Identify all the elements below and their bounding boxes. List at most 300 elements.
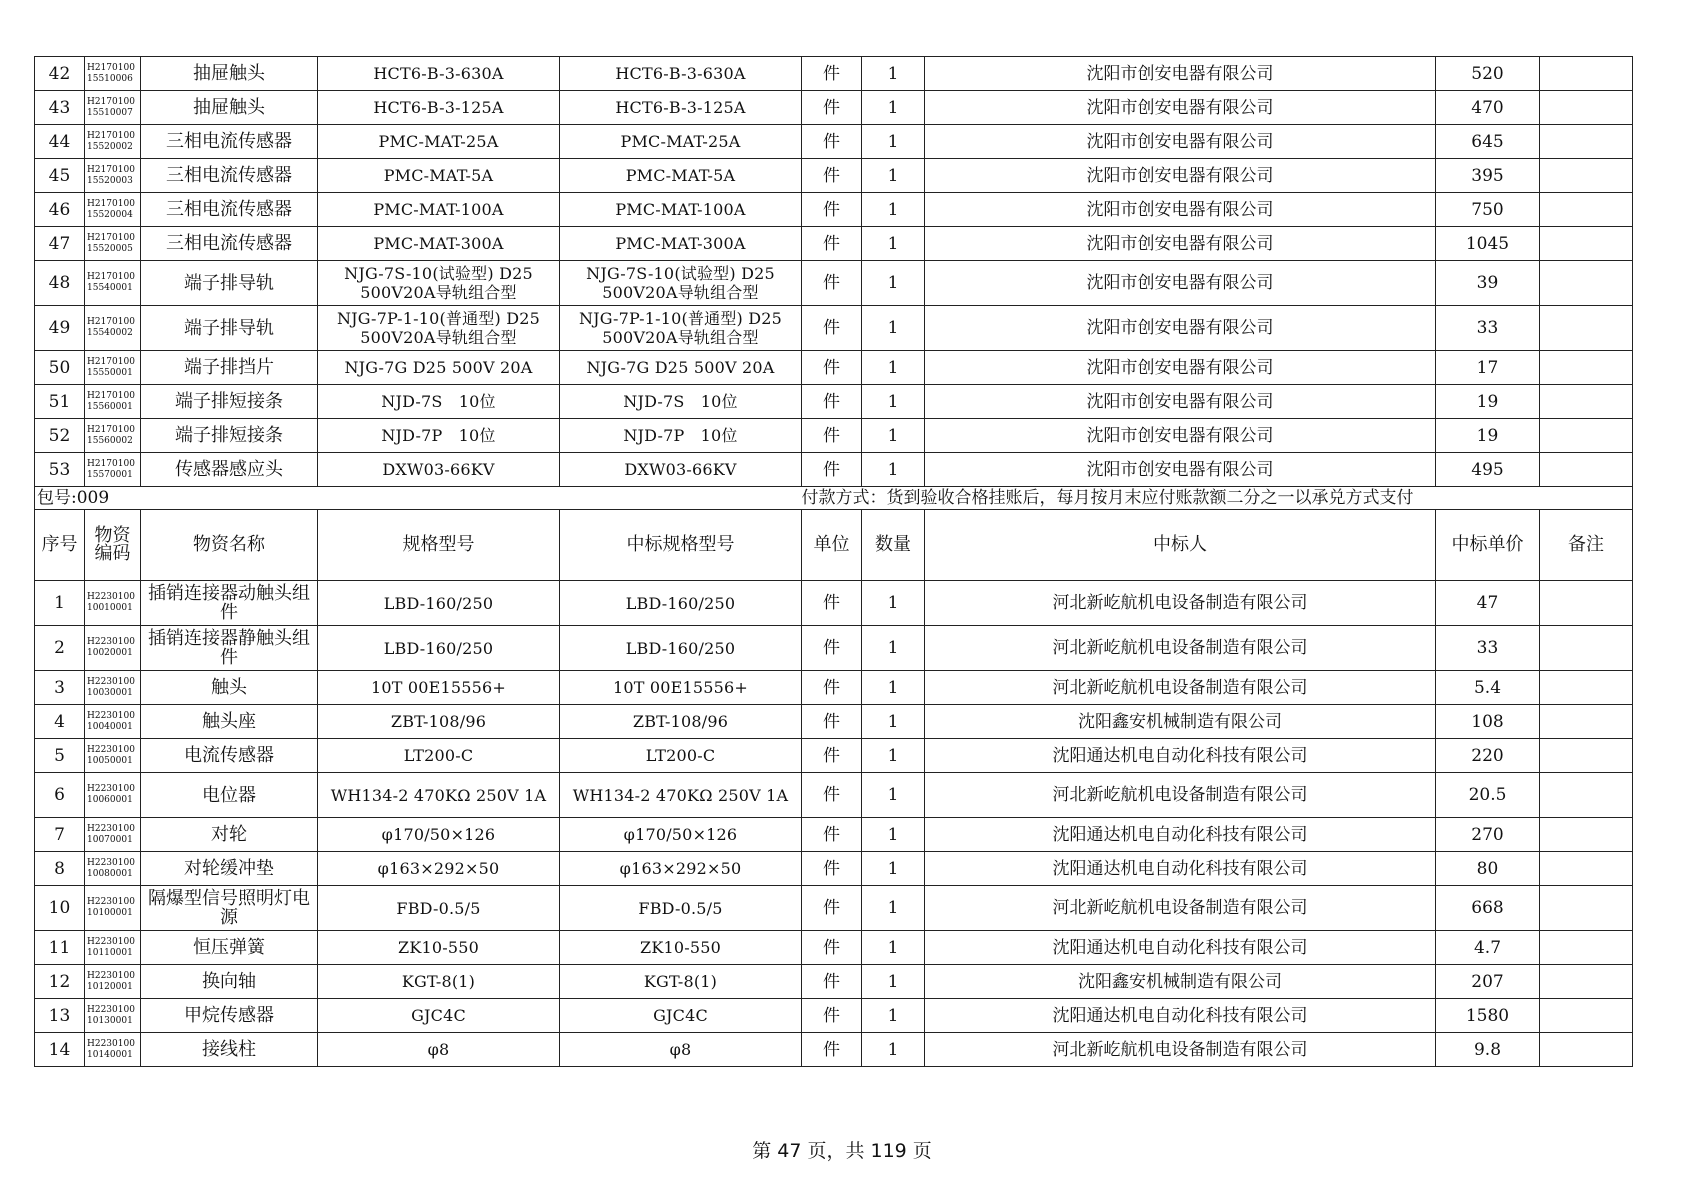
note bbox=[1540, 351, 1633, 385]
unit: 件 bbox=[802, 1033, 862, 1067]
unit-price: 80 bbox=[1436, 852, 1540, 886]
supplier: 沈阳市创安电器有限公司 bbox=[925, 159, 1436, 193]
row-number: 2 bbox=[35, 626, 85, 671]
bid-spec-model: φ8 bbox=[560, 1033, 802, 1067]
supplier: 沈阳市创安电器有限公司 bbox=[925, 261, 1436, 306]
bid-spec-model: DXW03-66KV bbox=[560, 453, 802, 487]
unit-price: 1580 bbox=[1436, 999, 1540, 1033]
unit-price: 750 bbox=[1436, 193, 1540, 227]
spec-model: NJG-7G D25 500V 20A bbox=[318, 351, 560, 385]
material-name: 三相电流传感器 bbox=[141, 159, 318, 193]
material-code-part: H2230100 bbox=[87, 637, 135, 647]
supplier: 沈阳鑫安机械制造有限公司 bbox=[925, 705, 1436, 739]
spec-model: HCT6-B-3-125A bbox=[318, 91, 560, 125]
unit: 件 bbox=[802, 581, 862, 626]
material-name: 端子排导轨 bbox=[141, 306, 318, 351]
material-code bbox=[85, 227, 141, 261]
material-code-part: 15520003 bbox=[87, 175, 133, 186]
row-number: 52 bbox=[35, 419, 85, 453]
material-name: 端子排挡片 bbox=[141, 351, 318, 385]
material-code-part: 10140001 bbox=[87, 1049, 133, 1060]
bid-spec-model: PMC-MAT-300A bbox=[560, 227, 802, 261]
bid-spec-model: NJG-7G D25 500V 20A bbox=[560, 351, 802, 385]
note bbox=[1540, 886, 1633, 931]
bid-spec-model: LBD-160/250 bbox=[560, 626, 802, 671]
spec-model: LBD-160/250 bbox=[318, 581, 560, 626]
unit-price: 395 bbox=[1436, 159, 1540, 193]
row-number: 45 bbox=[35, 159, 85, 193]
material-code bbox=[85, 581, 141, 626]
material-name: 电位器 bbox=[141, 773, 318, 818]
unit: 件 bbox=[802, 385, 862, 419]
row-number: 7 bbox=[35, 818, 85, 852]
bid-spec-model: NJG-7S-10(试验型) D25 500V20A导轨组合型 bbox=[560, 261, 802, 306]
unit-price: 39 bbox=[1436, 261, 1540, 306]
unit-price: 1045 bbox=[1436, 227, 1540, 261]
material-code-part: 15540001 bbox=[87, 283, 133, 293]
material-code-part: H2170100 bbox=[87, 317, 135, 327]
material-code-part: 10040001 bbox=[87, 721, 133, 732]
quantity: 1 bbox=[862, 999, 925, 1033]
material-code-part: H2230100 bbox=[87, 784, 135, 794]
row-number: 48 bbox=[35, 261, 85, 306]
quantity: 1 bbox=[862, 1033, 925, 1067]
table-row bbox=[35, 886, 1633, 931]
material-code bbox=[85, 193, 141, 227]
bid-spec-model: φ163×292×50 bbox=[560, 852, 802, 886]
table-row bbox=[35, 193, 1633, 227]
unit: 件 bbox=[802, 626, 862, 671]
material-code bbox=[85, 965, 141, 999]
material-code bbox=[85, 931, 141, 965]
material-code-part: 10100001 bbox=[87, 908, 133, 918]
unit: 件 bbox=[802, 57, 862, 91]
spec-model: NJG-7P-1-10(普通型) D25 500V20A导轨组合型 bbox=[318, 306, 560, 351]
bid-spec-model: ZBT-108/96 bbox=[560, 705, 802, 739]
row-number: 46 bbox=[35, 193, 85, 227]
material-code bbox=[85, 385, 141, 419]
spec-model: WH134-2 470KΩ 250V 1A bbox=[318, 773, 560, 818]
material-code-part: H2170100 bbox=[87, 232, 135, 243]
bid-spec-model: LT200-C bbox=[560, 739, 802, 773]
table-row bbox=[35, 125, 1633, 159]
bottom-section bbox=[35, 581, 1633, 1067]
spec-model: 10T 00E15556+ bbox=[318, 671, 560, 705]
row-number: 50 bbox=[35, 351, 85, 385]
quantity: 1 bbox=[862, 261, 925, 306]
unit-price: 17 bbox=[1436, 351, 1540, 385]
note bbox=[1540, 626, 1633, 671]
material-name: 三相电流传感器 bbox=[141, 125, 318, 159]
quantity: 1 bbox=[862, 671, 925, 705]
material-code-part: H2170100 bbox=[87, 96, 135, 107]
material-code-part: 15540002 bbox=[87, 328, 133, 338]
row-number: 8 bbox=[35, 852, 85, 886]
spec-model: φ163×292×50 bbox=[318, 852, 560, 886]
quantity: 1 bbox=[862, 351, 925, 385]
unit: 件 bbox=[802, 419, 862, 453]
supplier: 沈阳通达机电自动化科技有限公司 bbox=[925, 999, 1436, 1033]
bid-spec-model: WH134-2 470KΩ 250V 1A bbox=[560, 773, 802, 818]
material-code-part: H2170100 bbox=[87, 130, 135, 141]
quantity: 1 bbox=[862, 385, 925, 419]
quantity: 1 bbox=[862, 193, 925, 227]
unit-price: 33 bbox=[1436, 306, 1540, 351]
material-code-part: 10050001 bbox=[87, 755, 133, 766]
material-code-part: H2170100 bbox=[87, 458, 135, 469]
spec-model: φ170/50×126 bbox=[318, 818, 560, 852]
note bbox=[1540, 1033, 1633, 1067]
supplier: 河北新屹航机电设备制造有限公司 bbox=[925, 773, 1436, 818]
unit: 件 bbox=[802, 453, 862, 487]
note bbox=[1540, 91, 1633, 125]
table-row bbox=[35, 965, 1633, 999]
material-code-part: H2230100 bbox=[87, 592, 135, 602]
note bbox=[1540, 705, 1633, 739]
quantity: 1 bbox=[862, 626, 925, 671]
material-code bbox=[85, 91, 141, 125]
unit-price: 495 bbox=[1436, 453, 1540, 487]
row-number: 14 bbox=[35, 1033, 85, 1067]
unit-price: 668 bbox=[1436, 886, 1540, 931]
unit: 件 bbox=[802, 818, 862, 852]
table-row bbox=[35, 705, 1633, 739]
quantity: 1 bbox=[862, 581, 925, 626]
row-number: 10 bbox=[35, 886, 85, 931]
material-name: 触头座 bbox=[141, 705, 318, 739]
material-code bbox=[85, 671, 141, 705]
table-row bbox=[35, 1033, 1633, 1067]
material-name: 甲烷传感器 bbox=[141, 999, 318, 1033]
material-name: 端子排短接条 bbox=[141, 419, 318, 453]
note bbox=[1540, 385, 1633, 419]
material-code-part: 15550001 bbox=[87, 367, 133, 378]
unit-price: 108 bbox=[1436, 705, 1540, 739]
material-name: 插销连接器动触头组件 bbox=[141, 581, 318, 626]
table-row bbox=[35, 227, 1633, 261]
row-number: 49 bbox=[35, 306, 85, 351]
spec-model: DXW03-66KV bbox=[318, 453, 560, 487]
unit: 件 bbox=[802, 705, 862, 739]
material-code-part: H2170100 bbox=[87, 62, 135, 73]
spec-model: KGT-8(1) bbox=[318, 965, 560, 999]
note bbox=[1540, 931, 1633, 965]
table-row bbox=[35, 57, 1633, 91]
material-code-part: H2170100 bbox=[87, 356, 135, 367]
table-row bbox=[35, 419, 1633, 453]
material-code bbox=[85, 261, 141, 306]
bid-spec-model: NJD-7S 10位 bbox=[560, 385, 802, 419]
quantity: 1 bbox=[862, 159, 925, 193]
material-code-part: 15510007 bbox=[87, 107, 133, 118]
material-code bbox=[85, 419, 141, 453]
supplier: 沈阳市创安电器有限公司 bbox=[925, 125, 1436, 159]
supplier: 河北新屹航机电设备制造有限公司 bbox=[925, 671, 1436, 705]
supplier: 沈阳市创安电器有限公司 bbox=[925, 453, 1436, 487]
quantity: 1 bbox=[862, 91, 925, 125]
quantity: 1 bbox=[862, 886, 925, 931]
col-header-supplier: 中标人 bbox=[925, 510, 1436, 581]
material-code-part: 10110001 bbox=[87, 947, 133, 958]
material-code bbox=[85, 57, 141, 91]
col-header-no: 序号 bbox=[35, 510, 85, 581]
material-code bbox=[85, 999, 141, 1033]
unit: 件 bbox=[802, 261, 862, 306]
unit: 件 bbox=[802, 671, 862, 705]
bid-spec-model: LBD-160/250 bbox=[560, 581, 802, 626]
bid-spec-model: PMC-MAT-25A bbox=[560, 125, 802, 159]
row-number: 4 bbox=[35, 705, 85, 739]
row-number: 12 bbox=[35, 965, 85, 999]
supplier: 河北新屹航机电设备制造有限公司 bbox=[925, 1033, 1436, 1067]
spec-model: NJD-7P 10位 bbox=[318, 419, 560, 453]
bid-spec-model: NJD-7P 10位 bbox=[560, 419, 802, 453]
note bbox=[1540, 306, 1633, 351]
note bbox=[1540, 261, 1633, 306]
bid-spec-model: PMC-MAT-5A bbox=[560, 159, 802, 193]
material-code bbox=[85, 886, 141, 931]
note bbox=[1540, 57, 1633, 91]
material-code-part: H2230100 bbox=[87, 970, 135, 981]
material-name: 插销连接器静触头组件 bbox=[141, 626, 318, 671]
unit-price: 520 bbox=[1436, 57, 1540, 91]
material-code-part: 15560002 bbox=[87, 435, 133, 446]
material-code bbox=[85, 306, 141, 351]
quantity: 1 bbox=[862, 705, 925, 739]
material-name: 对轮 bbox=[141, 818, 318, 852]
bid-spec-model: ZK10-550 bbox=[560, 931, 802, 965]
material-code-part: 10030001 bbox=[87, 687, 133, 698]
package-info-row bbox=[35, 487, 1633, 510]
spec-model: ZBT-108/96 bbox=[318, 705, 560, 739]
quantity: 1 bbox=[862, 965, 925, 999]
col-header-qty: 数量 bbox=[862, 510, 925, 581]
supplier: 沈阳市创安电器有限公司 bbox=[925, 91, 1436, 125]
material-code-part: 10010001 bbox=[87, 603, 133, 613]
material-code bbox=[85, 1033, 141, 1067]
unit: 件 bbox=[802, 125, 862, 159]
row-number: 53 bbox=[35, 453, 85, 487]
material-code bbox=[85, 351, 141, 385]
quantity: 1 bbox=[862, 419, 925, 453]
spec-model: LT200-C bbox=[318, 739, 560, 773]
note bbox=[1540, 227, 1633, 261]
unit: 件 bbox=[802, 999, 862, 1033]
bid-spec-model: HCT6-B-3-630A bbox=[560, 57, 802, 91]
spec-model: NJD-7S 10位 bbox=[318, 385, 560, 419]
top-section bbox=[35, 57, 1633, 487]
procurement-table bbox=[34, 56, 1633, 1067]
spec-model: GJC4C bbox=[318, 999, 560, 1033]
unit-price: 47 bbox=[1436, 581, 1540, 626]
spec-model: LBD-160/250 bbox=[318, 626, 560, 671]
unit: 件 bbox=[802, 193, 862, 227]
spec-model: φ8 bbox=[318, 1033, 560, 1067]
quantity: 1 bbox=[862, 931, 925, 965]
bid-spec-model: PMC-MAT-100A bbox=[560, 193, 802, 227]
col-header-code: 物资编码 bbox=[85, 510, 141, 581]
row-number: 3 bbox=[35, 671, 85, 705]
bid-spec-model: 10T 00E15556+ bbox=[560, 671, 802, 705]
material-code-part: 10120001 bbox=[87, 981, 133, 992]
supplier: 沈阳市创安电器有限公司 bbox=[925, 193, 1436, 227]
bid-spec-model: KGT-8(1) bbox=[560, 965, 802, 999]
material-code-part: H2170100 bbox=[87, 390, 135, 401]
material-name: 恒压弹簧 bbox=[141, 931, 318, 965]
material-code bbox=[85, 626, 141, 671]
supplier: 沈阳通达机电自动化科技有限公司 bbox=[925, 852, 1436, 886]
quantity: 1 bbox=[862, 852, 925, 886]
material-code-part: 10060001 bbox=[87, 795, 133, 805]
table-row bbox=[35, 581, 1633, 626]
payment-terms: 付款方式：货到验收合格挂账后，每月按月末应付账款额二分之一以承兑方式支付 bbox=[802, 487, 1633, 510]
material-code bbox=[85, 125, 141, 159]
col-header-bid-spec: 中标规格型号 bbox=[560, 510, 802, 581]
material-code-part: 15520005 bbox=[87, 243, 133, 254]
unit: 件 bbox=[802, 965, 862, 999]
col-header-price: 中标单价 bbox=[1436, 510, 1540, 581]
note bbox=[1540, 999, 1633, 1033]
note bbox=[1540, 159, 1633, 193]
note bbox=[1540, 773, 1633, 818]
note bbox=[1540, 739, 1633, 773]
quantity: 1 bbox=[862, 453, 925, 487]
bid-spec-model: φ170/50×126 bbox=[560, 818, 802, 852]
material-name: 接线柱 bbox=[141, 1033, 318, 1067]
supplier: 沈阳市创安电器有限公司 bbox=[925, 227, 1436, 261]
material-code-part: H2230100 bbox=[87, 897, 135, 907]
material-code bbox=[85, 739, 141, 773]
unit-price: 645 bbox=[1436, 125, 1540, 159]
material-name: 对轮缓冲垫 bbox=[141, 852, 318, 886]
col-header-name: 物资名称 bbox=[141, 510, 318, 581]
material-code bbox=[85, 818, 141, 852]
material-code-part: H2170100 bbox=[87, 164, 135, 175]
material-name: 三相电流传感器 bbox=[141, 227, 318, 261]
material-code-part: 15510006 bbox=[87, 73, 133, 84]
material-code-part: 15560001 bbox=[87, 401, 133, 412]
unit: 件 bbox=[802, 931, 862, 965]
unit: 件 bbox=[802, 886, 862, 931]
unit-price: 470 bbox=[1436, 91, 1540, 125]
row-number: 51 bbox=[35, 385, 85, 419]
supplier: 河北新屹航机电设备制造有限公司 bbox=[925, 886, 1436, 931]
material-code bbox=[85, 773, 141, 818]
material-name: 端子排短接条 bbox=[141, 385, 318, 419]
table-row bbox=[35, 261, 1633, 306]
unit: 件 bbox=[802, 159, 862, 193]
bid-spec-model: HCT6-B-3-125A bbox=[560, 91, 802, 125]
row-number: 6 bbox=[35, 773, 85, 818]
unit-price: 9.8 bbox=[1436, 1033, 1540, 1067]
unit-price: 207 bbox=[1436, 965, 1540, 999]
material-name: 抽屉触头 bbox=[141, 91, 318, 125]
note bbox=[1540, 453, 1633, 487]
table-row bbox=[35, 626, 1633, 671]
material-code bbox=[85, 852, 141, 886]
unit-price: 270 bbox=[1436, 818, 1540, 852]
quantity: 1 bbox=[862, 227, 925, 261]
table-row bbox=[35, 852, 1633, 886]
package-number: 包号:009 bbox=[35, 487, 141, 510]
unit: 件 bbox=[802, 351, 862, 385]
material-code-part: 10070001 bbox=[87, 834, 133, 845]
spec-model: NJG-7S-10(试验型) D25 500V20A导轨组合型 bbox=[318, 261, 560, 306]
quantity: 1 bbox=[862, 818, 925, 852]
unit-price: 20.5 bbox=[1436, 773, 1540, 818]
supplier: 沈阳通达机电自动化科技有限公司 bbox=[925, 931, 1436, 965]
table-row bbox=[35, 385, 1633, 419]
bid-spec-model: FBD-0.5/5 bbox=[560, 886, 802, 931]
table-row bbox=[35, 453, 1633, 487]
row-number: 5 bbox=[35, 739, 85, 773]
material-code-part: 10130001 bbox=[87, 1015, 133, 1026]
supplier: 沈阳市创安电器有限公司 bbox=[925, 306, 1436, 351]
spec-model: PMC-MAT-300A bbox=[318, 227, 560, 261]
quantity: 1 bbox=[862, 57, 925, 91]
package-section bbox=[35, 487, 1633, 581]
material-code-part: H2230100 bbox=[87, 823, 135, 834]
supplier: 沈阳市创安电器有限公司 bbox=[925, 385, 1436, 419]
unit: 件 bbox=[802, 306, 862, 351]
spec-model: PMC-MAT-100A bbox=[318, 193, 560, 227]
material-code-part: 15570001 bbox=[87, 469, 133, 480]
supplier: 沈阳鑫安机械制造有限公司 bbox=[925, 965, 1436, 999]
page-footer: 第 47 页，共 119 页 bbox=[752, 1140, 932, 1162]
material-name: 隔爆型信号照明灯电源 bbox=[141, 886, 318, 931]
bid-spec-model: GJC4C bbox=[560, 999, 802, 1033]
table-row bbox=[35, 306, 1633, 351]
material-code-part: 15520004 bbox=[87, 209, 133, 220]
unit: 件 bbox=[802, 227, 862, 261]
supplier: 河北新屹航机电设备制造有限公司 bbox=[925, 581, 1436, 626]
row-number: 44 bbox=[35, 125, 85, 159]
material-code-part: H2170100 bbox=[87, 424, 135, 435]
unit-price: 5.4 bbox=[1436, 671, 1540, 705]
material-code-part: H2230100 bbox=[87, 857, 135, 868]
material-code bbox=[85, 705, 141, 739]
material-code-part: 10020001 bbox=[87, 648, 133, 658]
col-header-note: 备注 bbox=[1540, 510, 1633, 581]
unit-price: 19 bbox=[1436, 385, 1540, 419]
note bbox=[1540, 965, 1633, 999]
material-name: 换向轴 bbox=[141, 965, 318, 999]
spec-model: HCT6-B-3-630A bbox=[318, 57, 560, 91]
material-name: 传感器感应头 bbox=[141, 453, 318, 487]
table-row bbox=[35, 931, 1633, 965]
supplier: 沈阳通达机电自动化科技有限公司 bbox=[925, 818, 1436, 852]
col-header-spec: 规格型号 bbox=[318, 510, 560, 581]
supplier: 沈阳市创安电器有限公司 bbox=[925, 351, 1436, 385]
row-number: 47 bbox=[35, 227, 85, 261]
supplier: 沈阳通达机电自动化科技有限公司 bbox=[925, 739, 1436, 773]
material-code-part: H2230100 bbox=[87, 1004, 135, 1015]
header-row bbox=[35, 510, 1633, 581]
material-code-part: H2170100 bbox=[87, 272, 135, 282]
material-name: 端子排导轨 bbox=[141, 261, 318, 306]
material-code-part: 15520002 bbox=[87, 141, 133, 152]
unit-price: 220 bbox=[1436, 739, 1540, 773]
table-row bbox=[35, 999, 1633, 1033]
material-code bbox=[85, 159, 141, 193]
material-name: 触头 bbox=[141, 671, 318, 705]
unit: 件 bbox=[802, 91, 862, 125]
note bbox=[1540, 581, 1633, 626]
spec-model: PMC-MAT-25A bbox=[318, 125, 560, 159]
table-row bbox=[35, 773, 1633, 818]
supplier: 沈阳市创安电器有限公司 bbox=[925, 57, 1436, 91]
material-code-part: H2230100 bbox=[87, 744, 135, 755]
